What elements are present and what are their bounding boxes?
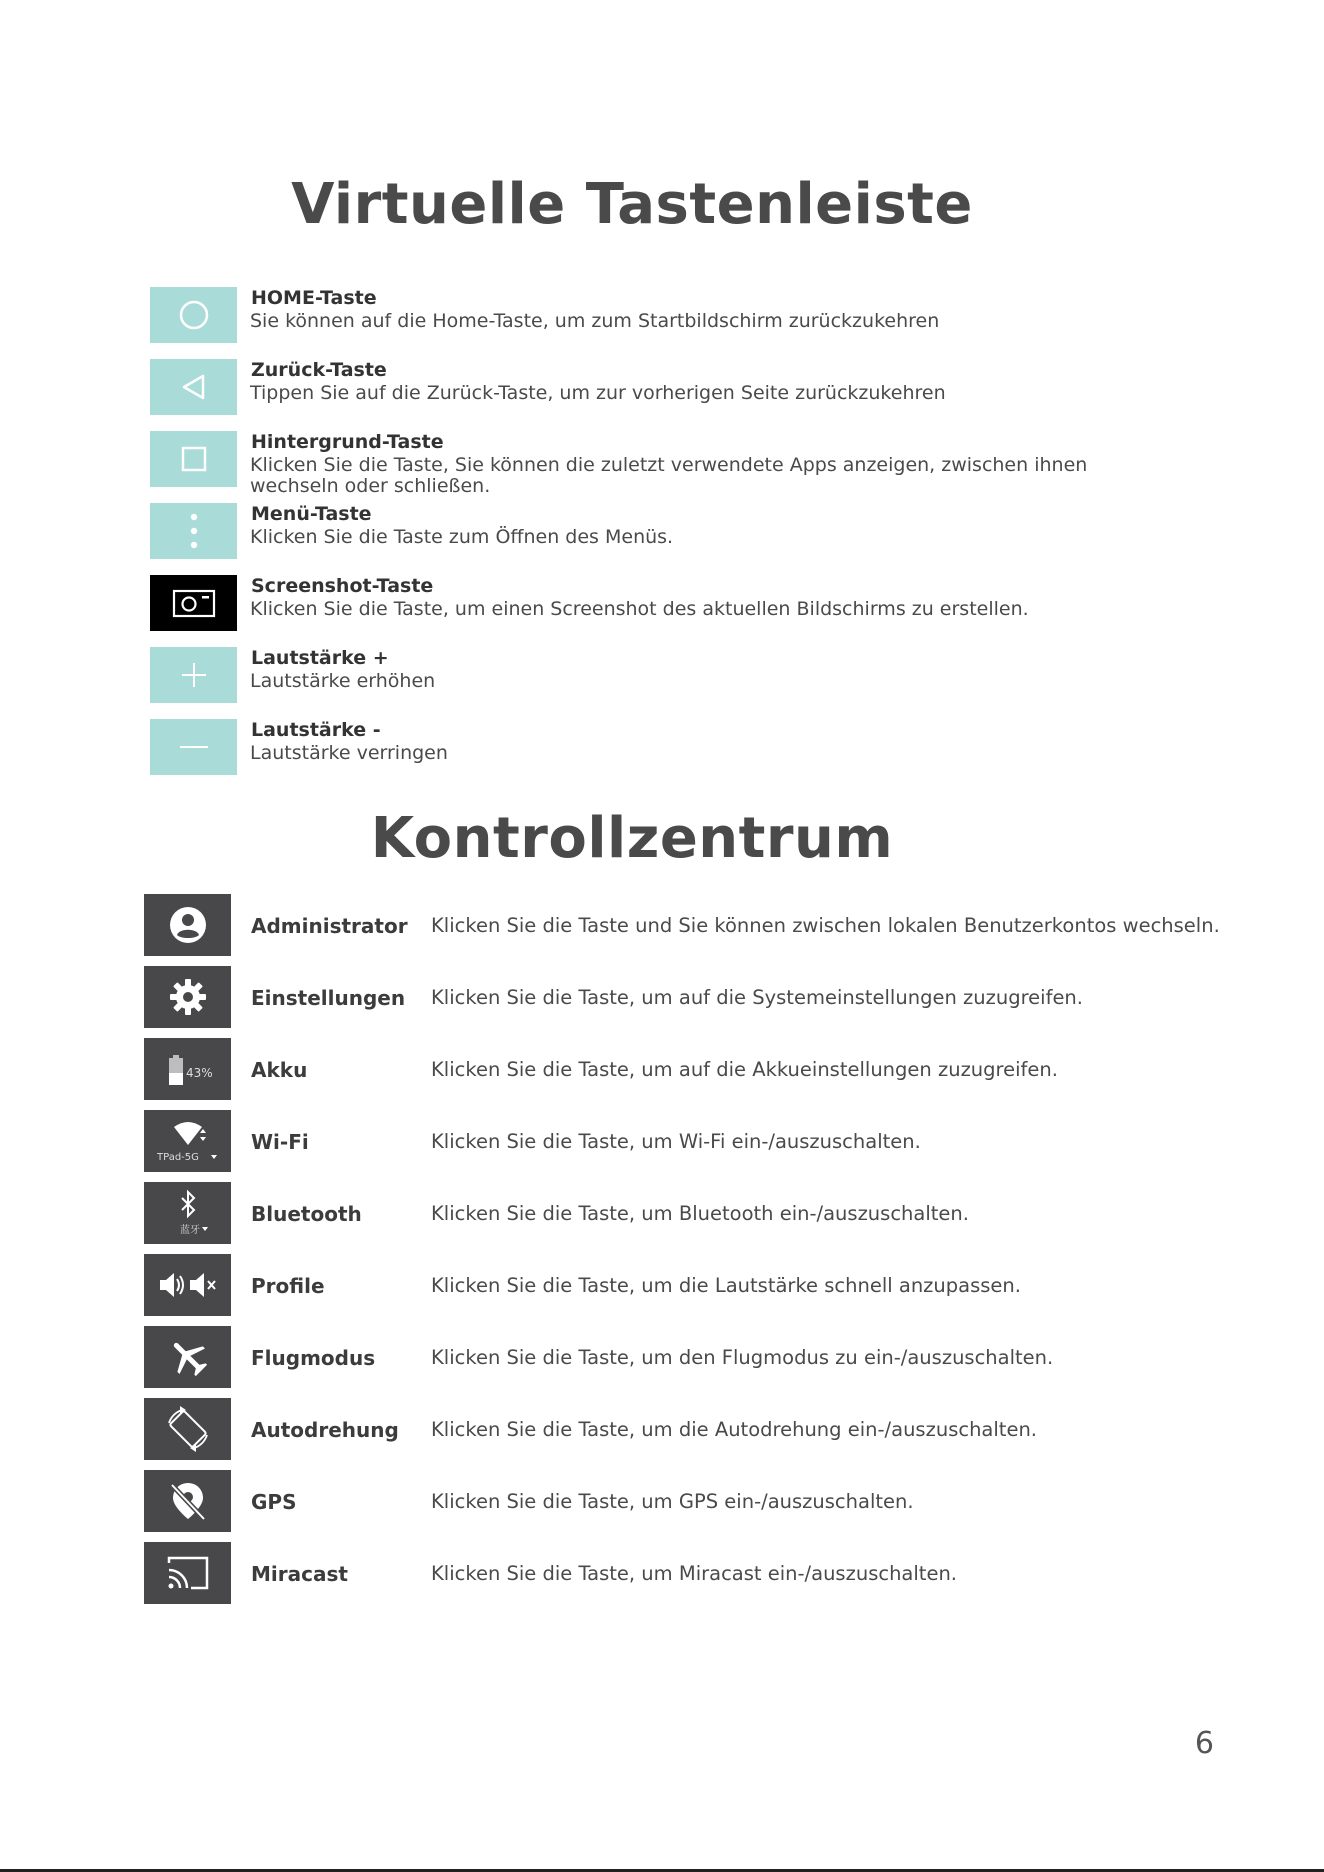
item-name: Akku	[251, 1058, 308, 1082]
key-description: Lautstärke erhöhen	[250, 670, 436, 692]
control-item-bluetooth	[144, 1182, 1204, 1244]
bluetooth-label: 蓝牙	[179, 1225, 200, 1236]
wifi-network-label: TPad-5G	[156, 1152, 199, 1163]
battery-icon[interactable]	[144, 1038, 231, 1100]
item-description: Klicken Sie die Taste, um die Lautstärke schnell anzupassen.	[431, 1274, 1021, 1297]
virtual-key-home	[150, 287, 1150, 343]
control-item-miracast	[144, 1542, 1204, 1604]
key-description: Klicken Sie die Taste zum Öffnen des Menüs.	[250, 526, 674, 548]
sound-profile-icon[interactable]	[144, 1254, 231, 1316]
item-description: Klicken Sie die Taste, um die Autodrehung ein-/auszuschalten.	[431, 1418, 1037, 1441]
key-description: Sie können auf die Home-Taste, um zum Startbildschirm zurückzukehren	[250, 310, 940, 332]
item-description: Klicken Sie die Taste und Sie können zwischen lokalen Benutzerkontos wechseln.	[431, 914, 1220, 937]
virtual-key-back	[150, 359, 1150, 415]
item-description: Klicken Sie die Taste, um auf die Systemeinstellungen zuzugreifen.	[431, 986, 1083, 1009]
item-name: Wi-Fi	[251, 1130, 309, 1154]
virtual-key-menu	[150, 503, 1150, 559]
control-item-airplane-mode	[144, 1326, 1204, 1388]
bluetooth-icon[interactable]	[144, 1182, 231, 1244]
section-title-virtual-keys: Virtuelle Tastenleiste	[291, 172, 973, 237]
control-item-settings	[144, 966, 1204, 1028]
back-triangle-icon[interactable]	[150, 359, 237, 415]
rotate-icon[interactable]	[144, 1398, 231, 1460]
control-item-administrator	[144, 894, 1220, 956]
virtual-key-screenshot	[150, 575, 1150, 631]
circle-icon[interactable]	[150, 287, 237, 343]
virtual-key-volume-up	[150, 647, 1150, 703]
item-name: Profile	[251, 1274, 325, 1298]
item-description: Klicken Sie die Taste, um Bluetooth ein-/auszuschalten.	[431, 1202, 969, 1225]
item-name: Bluetooth	[251, 1202, 362, 1226]
item-description: Klicken Sie die Taste, um GPS ein-/auszuschalten.	[431, 1490, 914, 1513]
battery-percent-label: 43%	[185, 1066, 213, 1080]
virtual-key-volume-down	[150, 719, 1150, 775]
minus-icon[interactable]	[150, 719, 237, 775]
item-name: Administrator	[251, 914, 408, 938]
item-description: Klicken Sie die Taste, um Wi-Fi ein-/auszuschalten.	[431, 1130, 921, 1153]
item-name: Miracast	[251, 1562, 348, 1586]
control-item-wifi	[144, 1110, 1204, 1172]
square-icon[interactable]	[150, 431, 237, 487]
key-name: Screenshot-Taste	[251, 575, 434, 597]
item-name: Einstellungen	[251, 986, 406, 1010]
control-item-battery	[144, 1038, 1204, 1100]
wifi-icon[interactable]	[144, 1110, 231, 1172]
key-description: Klicken Sie die Taste, Sie können die zuletzt verwendete Apps anzeigen, zwischen ihnen wechseln oder schließen.	[250, 454, 1088, 497]
control-item-gps	[144, 1470, 1204, 1532]
key-name: Menü-Taste	[251, 503, 372, 525]
item-description: Klicken Sie die Taste, um auf die Akkueinstellungen zuzugreifen.	[431, 1058, 1058, 1081]
control-item-auto-rotate	[144, 1398, 1204, 1460]
airplane-icon[interactable]	[144, 1326, 231, 1388]
key-name: HOME-Taste	[251, 287, 377, 309]
plus-icon[interactable]	[150, 647, 237, 703]
key-name: Hintergrund-Taste	[251, 431, 444, 453]
key-description: Klicken Sie die Taste, um einen Screenshot des aktuellen Bildschirms zu erstellen.	[250, 598, 1029, 620]
section-title-control-center: Kontrollzentrum	[370, 806, 894, 871]
item-name: GPS	[251, 1490, 297, 1514]
key-description: Lautstärke verringen	[250, 742, 448, 764]
virtual-key-recents	[150, 431, 1150, 497]
key-name: Zurück-Taste	[251, 359, 387, 381]
item-name: Flugmodus	[251, 1346, 376, 1370]
cast-icon[interactable]	[144, 1542, 231, 1604]
item-description: Klicken Sie die Taste, um den Flugmodus zu ein-/auszuschalten.	[431, 1346, 1054, 1369]
camera-icon[interactable]	[150, 575, 237, 631]
item-description: Klicken Sie die Taste, um Miracast ein-/auszuschalten.	[431, 1562, 957, 1585]
control-item-profile	[144, 1254, 1204, 1316]
key-name: Lautstärke +	[251, 647, 389, 669]
gps-off-icon[interactable]	[144, 1470, 231, 1532]
gear-icon[interactable]	[144, 966, 231, 1028]
key-description: Tippen Sie auf die Zurück-Taste, um zur vorherigen Seite zurückzukehren	[250, 382, 946, 404]
page-number: 6	[1194, 1726, 1214, 1761]
menu-dots-icon[interactable]	[150, 503, 237, 559]
item-name: Autodrehung	[251, 1418, 399, 1442]
user-icon[interactable]	[144, 894, 231, 956]
key-name: Lautstärke -	[251, 719, 381, 741]
